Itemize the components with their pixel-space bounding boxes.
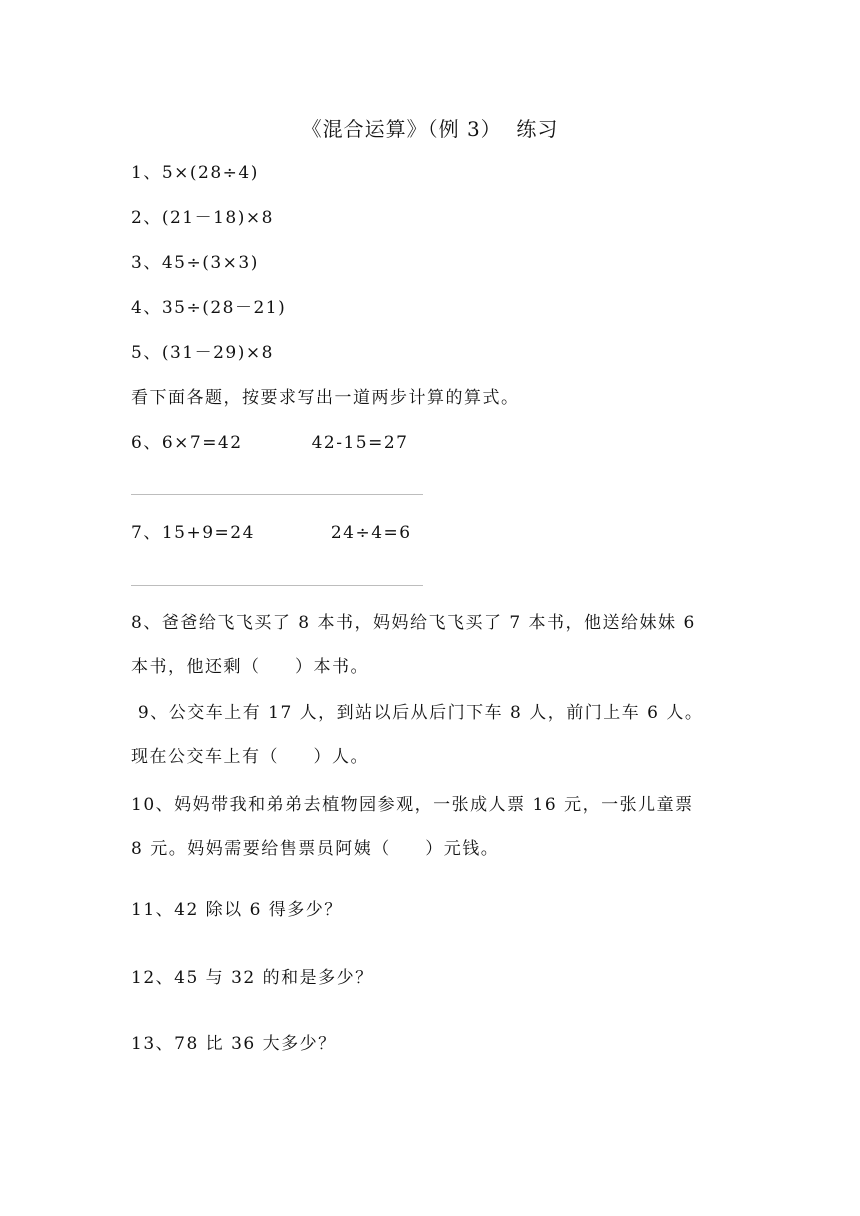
problem-8-line-1: 8、爸爸给飞飞买了 8 本书，妈妈给飞飞买了 7 本书，他送给妹妹 6 bbox=[131, 613, 696, 633]
answer-line-6 bbox=[131, 494, 423, 495]
problem-11: 11、42 除以 6 得多少？ bbox=[131, 900, 343, 920]
problem-9-line-2: 现在公交车上有（ ）人。 bbox=[131, 747, 370, 767]
answer-line-7 bbox=[131, 585, 423, 586]
problem-10-line-2: 8 元。妈妈需要给售票员阿姨（ ）元钱。 bbox=[131, 839, 500, 859]
problem-3: 3、45÷(3×3) bbox=[131, 253, 259, 273]
problem-5: 5、(31－29)×8 bbox=[131, 343, 274, 363]
problem-10-line-1: 10、妈妈带我和弟弟去植物园参观，一张成人票 16 元，一张儿童票 bbox=[131, 795, 694, 815]
section-instruction: 看下面各题，按要求写出一道两步计算的算式。 bbox=[131, 388, 520, 408]
problem-7: 7、15+9=24 24÷4=6 bbox=[131, 523, 412, 543]
problem-1: 1、5×(28÷4) bbox=[131, 163, 259, 183]
page-title: 《混合运算》（例 3） 练习 bbox=[301, 117, 559, 141]
problem-13: 13、78 比 36 大多少？ bbox=[131, 1034, 337, 1054]
problem-12: 12、45 与 32 的和是多少？ bbox=[131, 968, 374, 988]
problem-8-line-2: 本书，他还剩（ ）本书。 bbox=[131, 657, 370, 677]
problem-4: 4、35÷(28－21) bbox=[131, 298, 287, 318]
problem-2: 2、(21－18)×8 bbox=[131, 208, 274, 228]
problem-6: 6、6×7=42 42-15=27 bbox=[131, 433, 409, 453]
problem-9-line-1: 9、公交车上有 17 人，到站以后从后门下车 8 人，前门上车 6 人。 bbox=[131, 703, 704, 723]
